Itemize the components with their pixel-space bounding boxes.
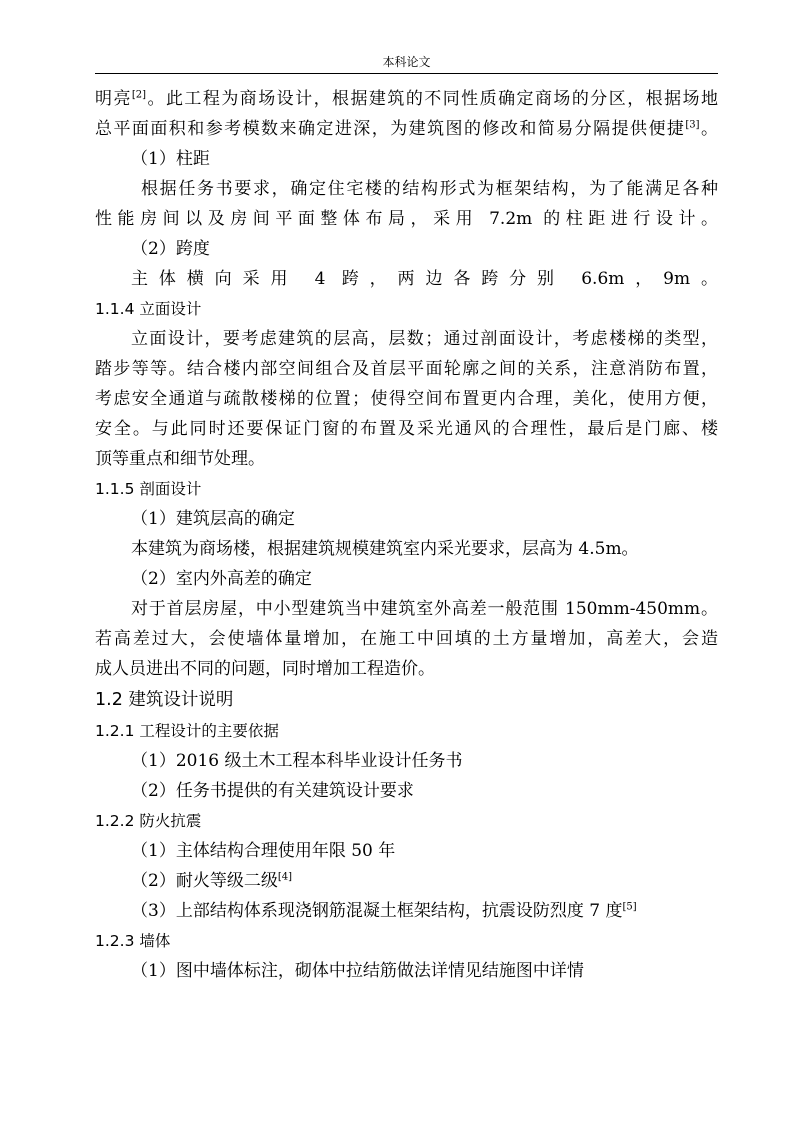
list-item xyxy=(95,234,718,264)
list-item xyxy=(95,836,718,866)
subsection-heading xyxy=(95,294,718,324)
text-run: （1）柱距 xyxy=(131,149,210,169)
text-run: 踏步等等。结合楼内部空间组合及首层平面轮廓之间的关系，注意消防布置， xyxy=(95,359,718,379)
paragraph-line xyxy=(95,534,718,564)
paragraph-line xyxy=(95,174,718,204)
list-item xyxy=(95,144,718,174)
list-item xyxy=(95,746,718,776)
text-run: 1.1.4 立面设计 xyxy=(95,300,202,318)
paragraph-line xyxy=(95,444,718,474)
text-run: 立面设计，要考虑建筑的层高，层数；通过剖面设计，考虑楼梯的类型， xyxy=(131,329,718,349)
list-item xyxy=(95,504,718,534)
paragraph-line xyxy=(95,414,718,444)
text-run: 1.2.1 工程设计的主要依据 xyxy=(95,722,279,740)
header-rule xyxy=(95,73,718,74)
text-run: （3）上部结构体系现浇钢筋混凝土框架结构，抗震设防烈度 7 度 xyxy=(131,901,623,921)
text-run: 成人员进出不同的问题，同时增加工程造价。 xyxy=(95,659,435,679)
text-run: （2）室内外高差的确定 xyxy=(131,569,312,589)
text-run: 。 xyxy=(699,119,719,139)
text-run: 明亮 xyxy=(95,89,132,109)
text-run: （2）跨度 xyxy=(131,239,210,259)
paragraph-line xyxy=(95,354,718,384)
text-run: （1）2016 级土木工程本科毕业设计任务书 xyxy=(131,751,463,771)
paragraph-line xyxy=(95,204,718,234)
subsection-heading xyxy=(95,926,718,956)
text-run: 1.1.5 剖面设计 xyxy=(95,480,202,498)
page-header: 本科论文 xyxy=(382,55,431,69)
citation-marker: [4] xyxy=(277,871,292,883)
text-run: 安全。与此同时还要保证门窗的布置及采光通风的合理性，最后是门廊、楼 xyxy=(95,419,718,439)
text-run: （1）图中墙体标注，砌体中拉结筋做法详情见结施图中详情 xyxy=(131,961,584,981)
text-run: 性能房间以及房间平面整体布局，采用 7.2m 的柱距进行设计。 xyxy=(95,209,718,229)
text-run: 1.2.2 防火抗震 xyxy=(95,812,202,830)
text-run: 1.2.3 墙体 xyxy=(95,932,171,950)
text-run: 1.2 建筑设计说明 xyxy=(95,690,234,710)
paragraph-line xyxy=(95,654,718,684)
text-run: 主体横向采用 4 跨，两边各跨分别 6.6m，9m。 xyxy=(131,269,718,289)
list-item xyxy=(95,776,718,806)
citation-marker: [2] xyxy=(131,89,147,101)
text-run: 顶等重点和细节处理。 xyxy=(95,449,265,469)
paragraph-line xyxy=(95,384,718,414)
paragraph-line xyxy=(95,84,718,114)
text-run: （1）主体结构合理使用年限 50 年 xyxy=(131,841,396,861)
paragraph-line xyxy=(95,264,718,294)
text-run: 根据任务书要求，确定住宅楼的结构形式为框架结构，为了能满足各种 xyxy=(141,179,718,199)
text-run: 本建筑为商场楼，根据建筑规模建筑室内采光要求，层高为 4.5m。 xyxy=(131,539,639,559)
text-run: 考虑安全通道与疏散楼梯的位置；使得空间布置更内合理，美化，使用方便， xyxy=(95,389,718,409)
paragraph-line xyxy=(95,624,718,654)
text-run: （2）耐火等级二级 xyxy=(131,871,278,891)
list-item xyxy=(95,564,718,594)
paragraph-line xyxy=(95,114,718,144)
text-run: 对于首层房屋，中小型建筑当中建筑室外高差一般范围 150mm-450mm。 xyxy=(131,599,718,619)
list-item xyxy=(95,866,718,896)
citation-marker: [3] xyxy=(685,119,700,131)
document-body xyxy=(95,84,718,986)
paragraph-line xyxy=(95,594,718,624)
text-run: 。此工程为商场设计，根据建筑的不同性质确定商场的分区，根据场地 xyxy=(146,89,719,109)
list-item xyxy=(95,896,718,926)
paragraph-line xyxy=(95,324,718,354)
subsection-heading xyxy=(95,806,718,836)
text-run: （1）建筑层高的确定 xyxy=(131,509,295,529)
text-run: （2）任务书提供的有关建筑设计要求 xyxy=(131,781,414,801)
section-heading xyxy=(95,684,718,716)
citation-marker: [5] xyxy=(622,901,637,913)
subsection-heading xyxy=(95,474,718,504)
list-item xyxy=(95,956,718,986)
subsection-heading xyxy=(95,716,718,746)
text-run: 若高差过大，会使墙体量增加，在施工中回填的土方量增加，高差大，会造 xyxy=(95,629,718,649)
text-run: 总平面面积和参考模数来确定进深，为建筑图的修改和简易分隔提供便捷 xyxy=(95,119,686,139)
